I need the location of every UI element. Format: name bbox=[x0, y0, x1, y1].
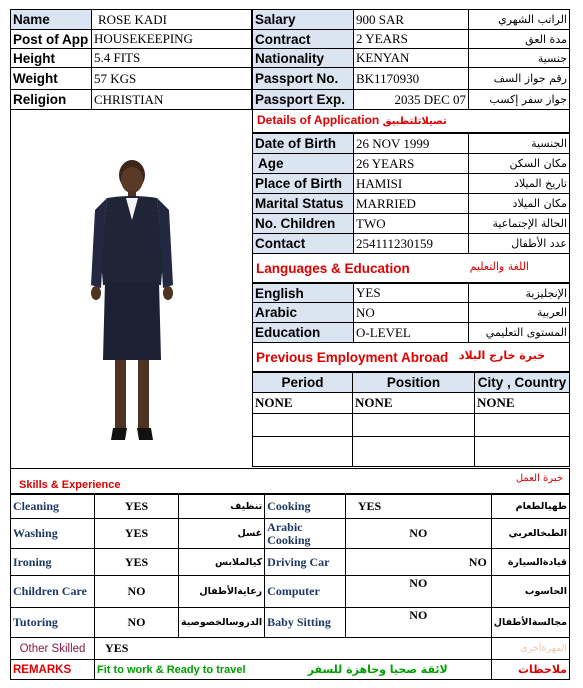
passport-value: BK1170930 bbox=[354, 68, 469, 90]
application-title-ar: تصيلاتلتطبيق bbox=[382, 116, 447, 127]
employment-period: NONE bbox=[253, 393, 353, 414]
employment-row bbox=[253, 437, 570, 467]
skill-label: Computer bbox=[265, 576, 346, 608]
employment-row bbox=[253, 414, 570, 437]
post-label: Post of App bbox=[11, 30, 92, 49]
skill-label: Children Care bbox=[11, 576, 95, 608]
employment-city: NONE bbox=[475, 393, 570, 414]
other-skills-row bbox=[11, 638, 570, 660]
skill-value: NO bbox=[345, 519, 491, 549]
name-label: Name bbox=[11, 10, 92, 30]
skill-row bbox=[11, 608, 570, 638]
english-ar: الإنجليزية bbox=[469, 284, 570, 303]
skill-value: YES bbox=[345, 495, 491, 519]
languages-title: Languages & Education bbox=[256, 261, 410, 276]
height-value: 5.4 FITS bbox=[92, 49, 252, 68]
arabic-ar: العربية bbox=[469, 303, 570, 323]
skill-ar: كيالملابس bbox=[179, 549, 265, 576]
post-value: HOUSEKEEPING bbox=[92, 30, 252, 49]
contact-ar: عدد الأطفال bbox=[469, 234, 570, 254]
skill-row bbox=[11, 576, 570, 608]
skills-title: Skills & Experience bbox=[19, 479, 121, 491]
education-value: O-LEVEL bbox=[354, 323, 469, 343]
employment-row bbox=[253, 393, 570, 414]
passport-exp-value: 2035 DEC 07 bbox=[354, 90, 469, 110]
skill-value: NO bbox=[95, 608, 179, 638]
skill-row bbox=[11, 549, 570, 576]
arabic-value: NO bbox=[354, 303, 469, 323]
skill-ar: مجالسةالأطفال bbox=[491, 608, 569, 638]
skills-title-ar: خبرة العمل bbox=[515, 473, 563, 484]
education-ar: المستوى التعليمي bbox=[469, 323, 570, 343]
weight-value: 57 KGS bbox=[92, 68, 252, 90]
personal-table bbox=[10, 9, 252, 110]
skill-ar: غسل bbox=[179, 519, 265, 549]
children-label: No. Children bbox=[253, 214, 354, 234]
languages-title-bar bbox=[252, 254, 570, 283]
other-skilled-label: Other Skilled bbox=[11, 638, 95, 660]
contract-value: 2 YEARS bbox=[354, 30, 469, 49]
skills-table bbox=[10, 494, 570, 680]
skill-row bbox=[11, 495, 570, 519]
skill-label: Tutoring bbox=[11, 608, 95, 638]
salary-ar: الراتب الشهري bbox=[469, 10, 570, 30]
skill-value: YES bbox=[95, 495, 179, 519]
skill-label: Washing bbox=[11, 519, 95, 549]
skill-ar: الدروسالخصوصية bbox=[179, 608, 265, 638]
passport-label: Passport No. bbox=[253, 68, 354, 90]
remarks-ar-label: ملاحظات bbox=[491, 660, 569, 680]
passport-exp-ar: جواز سفر إكسب bbox=[469, 90, 570, 110]
skill-label: Ironing bbox=[11, 549, 95, 576]
col-position: Position bbox=[353, 373, 475, 393]
remarks-label: REMARKS bbox=[11, 660, 95, 680]
skill-label: Arabic Cooking bbox=[265, 519, 346, 549]
applicant-photo bbox=[11, 110, 253, 468]
salary-label: Salary bbox=[253, 10, 354, 30]
children-value: TWO bbox=[354, 214, 469, 234]
employment-table bbox=[252, 372, 570, 467]
contact-label: Contact bbox=[253, 234, 354, 254]
religion-label: Religion bbox=[11, 90, 92, 110]
skill-ar: قيادةالسيارة bbox=[491, 549, 569, 576]
skill-ar: الحاسوب bbox=[491, 576, 569, 608]
skills-title-bar bbox=[10, 468, 570, 494]
skill-value: YES bbox=[95, 519, 179, 549]
skill-label: Driving Car bbox=[265, 549, 346, 576]
employment-position: NONE bbox=[353, 393, 475, 414]
employment-title-bar bbox=[252, 342, 570, 372]
skill-label: Baby Sitting bbox=[265, 608, 346, 638]
col-period: Period bbox=[253, 373, 353, 393]
arabic-label: Arabic bbox=[253, 303, 354, 323]
dob-ar: الجنسية bbox=[469, 134, 570, 154]
application-title: Details of Application bbox=[257, 113, 380, 127]
dob-label: Date of Birth bbox=[253, 134, 354, 154]
skill-label: Cleaning bbox=[11, 495, 95, 519]
skill-ar: تنظيف bbox=[179, 495, 265, 519]
english-label: English bbox=[253, 284, 354, 303]
skill-ar: طهيالطعام bbox=[491, 495, 569, 519]
languages-table bbox=[252, 283, 570, 343]
nationality-label: Nationality bbox=[253, 49, 354, 68]
education-label: Education bbox=[253, 323, 354, 343]
skill-value: NO bbox=[345, 608, 491, 638]
nationality-value: KENYAN bbox=[354, 49, 469, 68]
application-table bbox=[252, 133, 570, 254]
marital-label: Marital Status bbox=[253, 194, 354, 214]
application-title-bar bbox=[252, 110, 570, 133]
pob-ar: تاريخ الميلاد bbox=[469, 174, 570, 194]
pob-value: HAMISI bbox=[354, 174, 469, 194]
dob-value: 26 NOV 1999 bbox=[354, 134, 469, 154]
remarks-row bbox=[11, 660, 570, 680]
skill-value: NO bbox=[345, 549, 491, 576]
col-city-country: City , Country bbox=[475, 373, 570, 393]
skill-row bbox=[11, 519, 570, 549]
skill-value: YES bbox=[95, 549, 179, 576]
pob-label: Place of Birth bbox=[253, 174, 354, 194]
weight-label: Weight bbox=[11, 68, 92, 90]
skill-ar: رعايةالأطفال bbox=[179, 576, 265, 608]
height-label: Height bbox=[11, 49, 92, 68]
skill-value: NO bbox=[95, 576, 179, 608]
contract-label: Contract bbox=[253, 30, 354, 49]
english-value: YES bbox=[354, 284, 469, 303]
contract-table bbox=[252, 9, 570, 110]
marital-ar: مكان الميلاد bbox=[469, 194, 570, 214]
contract-ar: مدة العق bbox=[469, 30, 570, 49]
other-skilled-value: YES bbox=[95, 638, 492, 660]
passport-ar: رقم جواز السف bbox=[469, 68, 570, 90]
nationality-ar: جنسية bbox=[469, 49, 570, 68]
employment-title-ar: خبرة خارج البلاد bbox=[458, 349, 545, 362]
children-ar: الحالة الإجتماعية bbox=[469, 214, 570, 234]
employment-title: Previous Employment Abroad bbox=[256, 350, 449, 365]
contact-value: 254111230159 bbox=[354, 234, 469, 254]
name-value: ROSE KADI bbox=[92, 10, 252, 30]
age-ar: مكان السكن bbox=[469, 154, 570, 174]
languages-title-ar: اللغة والتعليم bbox=[469, 260, 529, 273]
photo-frame bbox=[10, 110, 252, 468]
salary-value: 900 SAR bbox=[354, 10, 469, 30]
remarks-value: Fit to work & Ready to travel bbox=[95, 660, 265, 680]
skill-ar: الطبخالعربي bbox=[491, 519, 569, 549]
remarks-ar: لائقة صحيا وجاهزة للسفر bbox=[265, 660, 492, 680]
passport-exp-label: Passport Exp. bbox=[253, 90, 354, 110]
marital-value: MARRIED bbox=[354, 194, 469, 214]
age-label: Age bbox=[253, 154, 354, 174]
age-value: 26 YEARS bbox=[354, 154, 469, 174]
skill-value: NO bbox=[345, 576, 491, 608]
religion-value: CHRISTIAN bbox=[92, 90, 252, 110]
skill-label: Cooking bbox=[265, 495, 346, 519]
other-skilled-ar: المهرةأخرى bbox=[491, 638, 569, 660]
